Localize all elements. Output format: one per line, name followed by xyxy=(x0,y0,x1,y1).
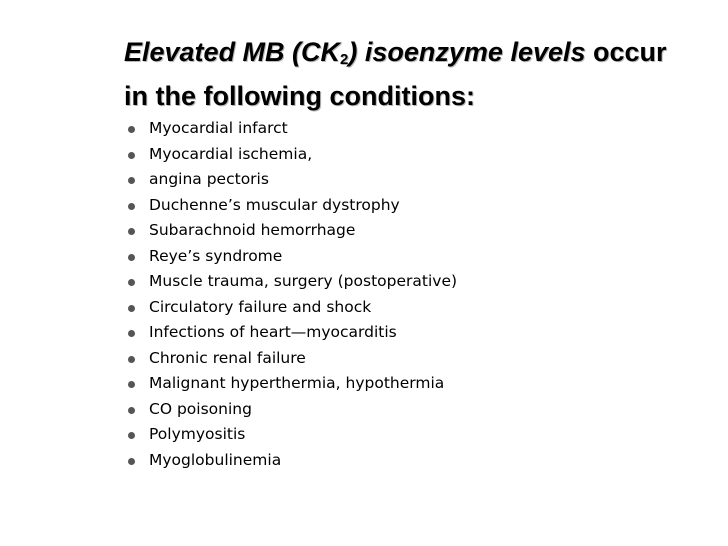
title-italic-part: Elevated MB (CK xyxy=(124,37,341,67)
condition-label: Myocardial infarct xyxy=(149,119,288,137)
bullet-dot-icon xyxy=(128,381,135,388)
condition-item xyxy=(128,142,457,168)
condition-item xyxy=(128,448,457,474)
condition-item xyxy=(128,218,457,244)
slide-title xyxy=(124,30,724,118)
conditions-list xyxy=(128,116,457,473)
condition-item xyxy=(128,371,457,397)
condition-label: Muscle trauma, surgery (postoperative) xyxy=(149,272,458,290)
bullet-dot-icon xyxy=(128,228,135,235)
bullet-dot-icon xyxy=(128,152,135,159)
bullet-dot-icon xyxy=(128,330,135,337)
bullet-dot-icon xyxy=(128,407,135,414)
condition-item xyxy=(128,422,457,448)
title-line-2: in the following conditions: xyxy=(124,81,475,111)
condition-item xyxy=(128,295,457,321)
condition-item xyxy=(128,346,457,372)
bullet-dot-icon xyxy=(128,254,135,261)
title-subscript: 2 xyxy=(340,51,349,68)
bullet-dot-icon xyxy=(128,432,135,439)
bullet-dot-icon xyxy=(128,177,135,184)
bullet-dot-icon xyxy=(128,458,135,465)
condition-label: angina pectoris xyxy=(149,170,269,188)
title-normal-part: occur xyxy=(585,37,667,67)
condition-label: Myocardial ischemia, xyxy=(149,144,313,163)
bullet-dot-icon xyxy=(128,203,135,210)
condition-label: Circulatory failure and shock xyxy=(149,297,372,316)
condition-item xyxy=(128,320,457,346)
condition-label: Subarachnoid hemorrhage xyxy=(149,221,356,239)
condition-item xyxy=(128,167,457,193)
bullet-dot-icon xyxy=(128,279,135,286)
condition-item xyxy=(128,116,457,142)
condition-label: CO poisoning xyxy=(149,399,252,418)
condition-label: Malignant hyperthermia, hypothermia xyxy=(149,374,445,392)
condition-label: Infections of heart—myocarditis xyxy=(149,323,397,341)
condition-label: Chronic renal failure xyxy=(149,348,306,367)
condition-item xyxy=(128,397,457,423)
bullet-dot-icon xyxy=(128,126,135,133)
condition-item xyxy=(128,269,457,295)
condition-label: Reye’s syndrome xyxy=(149,246,283,265)
bullet-dot-icon xyxy=(128,356,135,363)
condition-label: Myoglobulinemia xyxy=(149,450,282,469)
bullet-dot-icon xyxy=(128,305,135,312)
condition-label: Polymyositis xyxy=(149,425,246,443)
condition-label: Duchenne’s muscular dystrophy xyxy=(149,195,400,214)
condition-item xyxy=(128,244,457,270)
title-italic-close: ) isoenzyme levels xyxy=(348,37,586,67)
condition-item xyxy=(128,193,457,219)
